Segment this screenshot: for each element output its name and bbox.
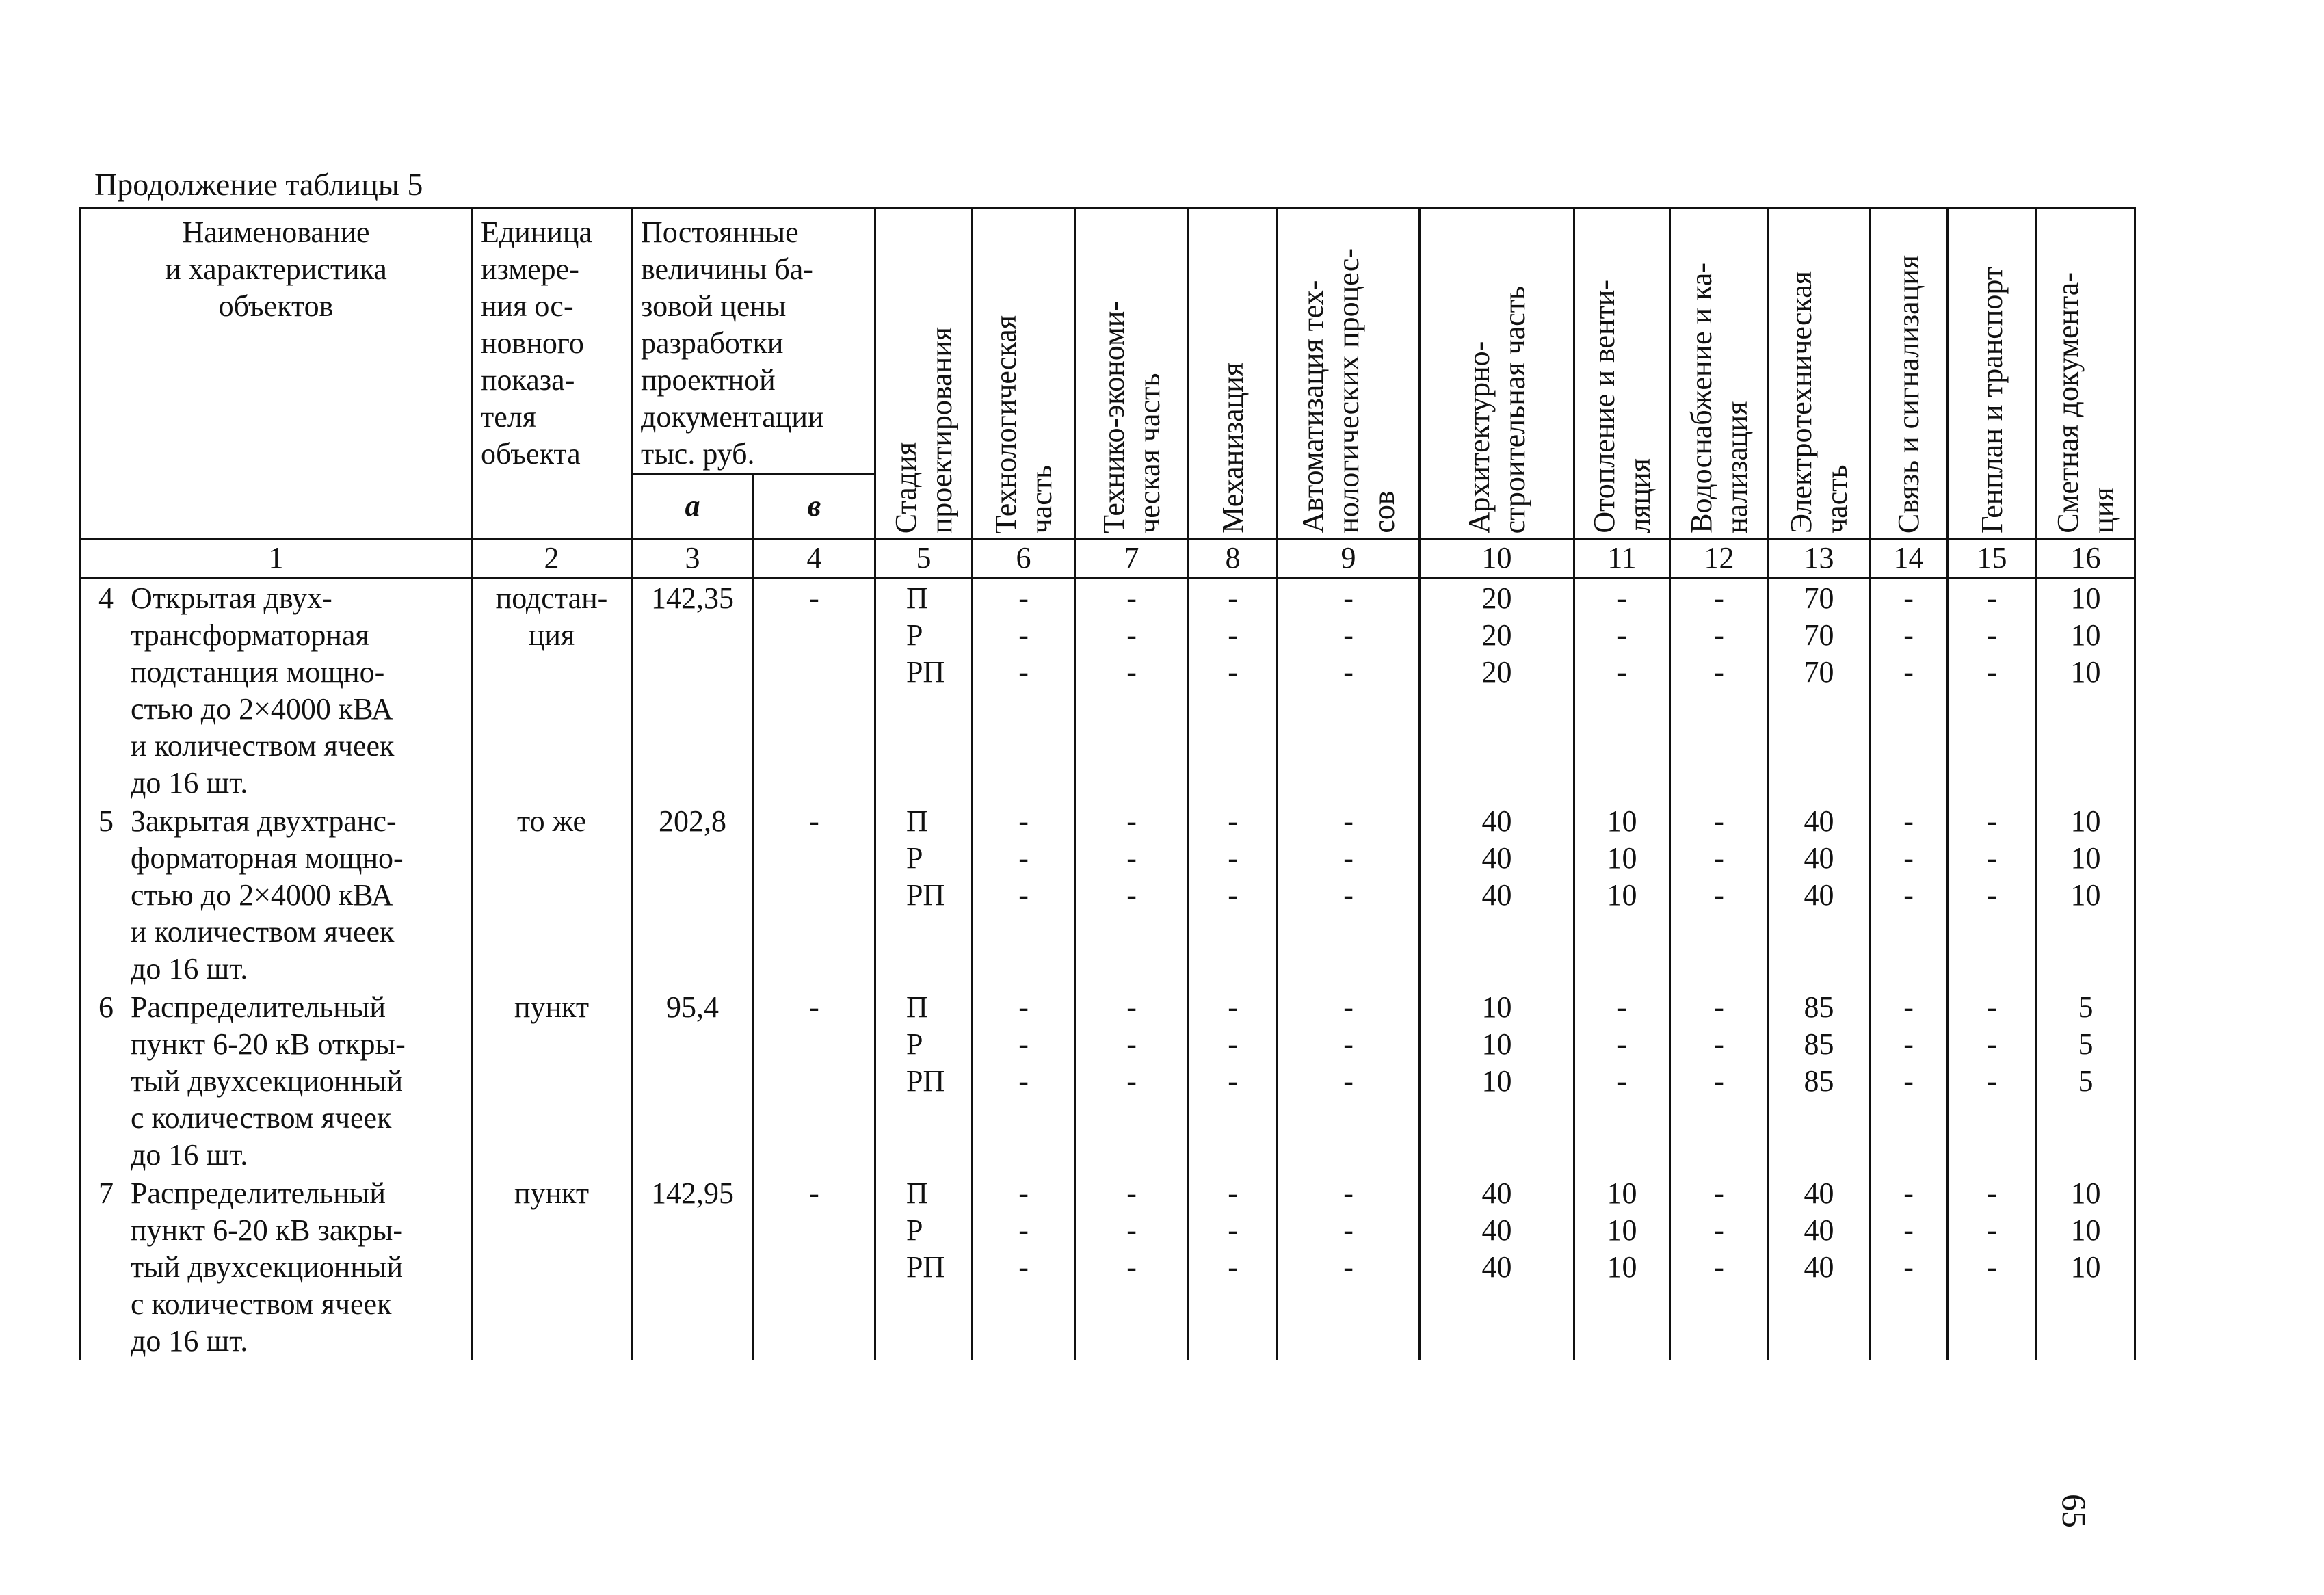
share-value: -: [1714, 1064, 1724, 1098]
object-title: Распределительный пункт 6-20 кВ закры- тый двухсекционный с количеством ячеек до 16 шт.: [131, 1176, 403, 1358]
share-value: -: [1714, 1027, 1724, 1061]
share-value: 10: [2070, 655, 2101, 689]
share-value: -: [1343, 804, 1354, 838]
share-value: 10: [2070, 804, 2101, 838]
share-value: 40: [1804, 804, 1834, 838]
share-value: -: [1228, 1064, 1238, 1098]
table-body: [81, 578, 2135, 1360]
header-comm: Связь и сигнализация: [1870, 208, 1948, 539]
share-value: -: [1714, 841, 1724, 875]
c16-cell: [2037, 802, 2135, 988]
header-mech: Механизация: [1189, 208, 1278, 539]
share-value: -: [1617, 990, 1627, 1024]
share-value: -: [1126, 1027, 1137, 1061]
stage-value: РП: [906, 655, 945, 689]
const-b-value: -: [809, 581, 819, 615]
stage-value: П: [906, 990, 928, 1024]
share-value: -: [1987, 1064, 1997, 1098]
share-value: -: [1903, 1213, 1914, 1247]
col-number: 11: [1574, 539, 1670, 578]
share-value: 40: [1481, 1250, 1512, 1284]
share-value: -: [1903, 990, 1914, 1024]
share-value: -: [1228, 1250, 1238, 1284]
share-value: 10: [2070, 878, 2101, 912]
col-number: 4: [754, 539, 875, 578]
share-value: -: [1018, 1250, 1029, 1284]
stage-cell: [875, 802, 973, 988]
share-value: 10: [1607, 1176, 1637, 1210]
c6-cell: [973, 802, 1075, 988]
c11-cell: [1574, 578, 1670, 802]
header-water: Водоснабжение и ка- нализация: [1670, 208, 1769, 539]
share-value: -: [1228, 990, 1238, 1024]
share-value: 20: [1481, 581, 1512, 615]
object-description: [81, 580, 471, 802]
share-value: 40: [1804, 1250, 1834, 1284]
c7-cell: [1075, 988, 1189, 1174]
share-value: -: [1343, 990, 1354, 1024]
object-cell: [81, 988, 472, 1174]
share-value: -: [1903, 804, 1914, 838]
table-row: [81, 988, 2135, 1174]
const-a-value: 202,8: [659, 804, 726, 838]
object-description: [81, 1175, 471, 1360]
share-value: -: [1714, 1250, 1724, 1284]
c8-cell: [1189, 802, 1278, 988]
c13-cell: [1769, 1174, 1870, 1360]
share-value: -: [1987, 1176, 1997, 1210]
col-number: 7: [1075, 539, 1189, 578]
c7-cell: [1075, 578, 1189, 802]
share-value: -: [1126, 618, 1137, 652]
const-a-cell: [632, 988, 754, 1174]
share-value: 40: [1481, 804, 1512, 838]
share-value: -: [1126, 841, 1137, 875]
share-value: 10: [2070, 618, 2101, 652]
c14-cell: [1870, 578, 1948, 802]
header-b: в: [754, 474, 875, 539]
c9-cell: [1278, 578, 1420, 802]
share-value: -: [1228, 804, 1238, 838]
c15-cell: [1948, 578, 2037, 802]
share-value: -: [1126, 1176, 1137, 1210]
col-number: 13: [1769, 539, 1870, 578]
c12-cell: [1670, 988, 1769, 1174]
c8-cell: [1189, 578, 1278, 802]
share-value: -: [1617, 581, 1627, 615]
share-value: -: [1343, 581, 1354, 615]
share-value: 10: [1607, 1213, 1637, 1247]
share-value: -: [1126, 878, 1137, 912]
c15-cell: [1948, 988, 2037, 1174]
share-value: -: [1903, 1027, 1914, 1061]
share-value: 40: [1481, 841, 1512, 875]
share-value: -: [1903, 1250, 1914, 1284]
object-cell: [81, 802, 472, 988]
col-number: 2: [472, 539, 632, 578]
share-value: 10: [1481, 1027, 1512, 1061]
header-stage: Стадия проектирования: [875, 208, 973, 539]
unit-cell: [472, 1174, 632, 1360]
row-number: 5: [98, 804, 114, 838]
share-value: -: [1987, 618, 1997, 652]
object-description: [81, 803, 471, 988]
c12-cell: [1670, 578, 1769, 802]
share-value: -: [1228, 878, 1238, 912]
c7-cell: [1075, 802, 1189, 988]
share-value: -: [1018, 1027, 1029, 1061]
share-value: -: [1018, 878, 1029, 912]
header-tech: Технологическая часть: [973, 208, 1075, 539]
share-value: -: [1343, 1213, 1354, 1247]
share-value: -: [1228, 1213, 1238, 1247]
share-value: -: [1987, 655, 1997, 689]
share-value: 40: [1804, 1213, 1834, 1247]
unit-cell: [472, 802, 632, 988]
share-value: -: [1987, 804, 1997, 838]
c10-cell: [1420, 1174, 1574, 1360]
share-value: -: [1126, 1064, 1137, 1098]
data-table: [79, 207, 2136, 1360]
share-value: -: [1228, 618, 1238, 652]
share-value: 5: [2078, 1027, 2094, 1061]
stage-cell: [875, 988, 973, 1174]
share-value: 10: [2070, 1213, 2101, 1247]
col-number: 14: [1870, 539, 1948, 578]
share-value: -: [1987, 990, 1997, 1024]
share-value: -: [1343, 655, 1354, 689]
share-value: -: [1018, 655, 1029, 689]
share-value: -: [1126, 1213, 1137, 1247]
object-title: Открытая двух- трансформаторная подстанция мощно- стью до 2×4000 кВА и количеством ячеек до 16 шт.: [131, 581, 395, 800]
share-value: -: [1714, 1213, 1724, 1247]
stage-value: Р: [906, 618, 923, 652]
share-value: -: [1228, 1027, 1238, 1061]
const-b-value: -: [809, 990, 819, 1024]
share-value: -: [1343, 1176, 1354, 1210]
stage-value: П: [906, 1176, 928, 1210]
c10-cell: [1420, 802, 1574, 988]
share-value: -: [1126, 804, 1137, 838]
c9-cell: [1278, 988, 1420, 1174]
share-value: -: [1617, 618, 1627, 652]
c16-cell: [2037, 988, 2135, 1174]
unit-cell: [472, 578, 632, 802]
share-value: -: [1018, 990, 1029, 1024]
table-row: [81, 1174, 2135, 1360]
share-value: 85: [1804, 1064, 1834, 1098]
col-number: 3: [632, 539, 754, 578]
row-number: 6: [98, 990, 114, 1024]
share-value: 40: [1804, 1176, 1834, 1210]
row-number: 7: [98, 1176, 114, 1210]
c6-cell: [973, 988, 1075, 1174]
share-value: -: [1903, 878, 1914, 912]
c13-cell: [1769, 578, 1870, 802]
share-value: -: [1228, 1176, 1238, 1210]
object-description: [81, 989, 471, 1174]
share-value: -: [1714, 618, 1724, 652]
c15-cell: [1948, 1174, 2037, 1360]
header-const: Постоянные величины ба- зовой цены разработки проектной документации тыс. руб.: [632, 208, 875, 474]
share-value: 5: [2078, 1064, 2094, 1098]
share-value: 10: [1481, 1064, 1512, 1098]
c9-cell: [1278, 802, 1420, 988]
stage-value: РП: [906, 878, 945, 912]
share-value: 20: [1481, 618, 1512, 652]
c8-cell: [1189, 988, 1278, 1174]
const-b-value: -: [809, 1176, 819, 1210]
share-value: -: [1714, 878, 1724, 912]
share-value: 10: [2070, 581, 2101, 615]
c16-cell: [2037, 578, 2135, 802]
c12-cell: [1670, 1174, 1769, 1360]
share-value: -: [1714, 581, 1724, 615]
const-a-value: 95,4: [666, 990, 719, 1024]
share-value: -: [1126, 990, 1137, 1024]
header-arch: Архитектурно- строительная часть: [1420, 208, 1574, 539]
share-value: 70: [1804, 655, 1834, 689]
unit-value: пункт: [514, 990, 590, 1024]
share-value: -: [1343, 878, 1354, 912]
share-value: 70: [1804, 581, 1834, 615]
c13-cell: [1769, 988, 1870, 1174]
share-value: -: [1987, 878, 1997, 912]
share-value: -: [1987, 841, 1997, 875]
page-number: 65: [2055, 1494, 2094, 1528]
unit-cell: [472, 988, 632, 1174]
c11-cell: [1574, 988, 1670, 1174]
col-number: 15: [1948, 539, 2037, 578]
stage-value: Р: [906, 1027, 923, 1061]
share-value: 10: [2070, 1176, 2101, 1210]
header-estimate: Сметная документа- ция: [2037, 208, 2135, 539]
share-value: 40: [1481, 1176, 1512, 1210]
share-value: -: [1018, 1176, 1029, 1210]
share-value: 40: [1481, 1213, 1512, 1247]
header-auto: Автоматизация тех- нологических процес- сов: [1278, 208, 1420, 539]
share-value: -: [1903, 655, 1914, 689]
share-value: -: [1126, 581, 1137, 615]
share-value: -: [1903, 1176, 1914, 1210]
c12-cell: [1670, 802, 1769, 988]
const-b-cell: [754, 1174, 875, 1360]
header-econ: Технико-экономи- ческая часть: [1075, 208, 1189, 539]
c9-cell: [1278, 1174, 1420, 1360]
header-electro: Электротехническая часть: [1769, 208, 1870, 539]
object-title: Закрытая двухтранс- форматорная мощно- стью до 2×4000 кВА и количеством ячеек до 16 шт.: [131, 804, 404, 986]
col-number: 16: [2037, 539, 2135, 578]
share-value: -: [1343, 618, 1354, 652]
share-value: -: [1018, 618, 1029, 652]
share-value: -: [1228, 655, 1238, 689]
stage-value: П: [906, 804, 928, 838]
share-value: -: [1903, 618, 1914, 652]
table-caption: Продолжение таблицы 5: [94, 167, 423, 202]
share-value: -: [1714, 990, 1724, 1024]
const-b-value: -: [809, 804, 819, 838]
share-value: 5: [2078, 990, 2094, 1024]
share-value: -: [1617, 1064, 1627, 1098]
header-heat: Отопление и венти- ляция: [1574, 208, 1670, 539]
header-a: а: [632, 474, 754, 539]
c14-cell: [1870, 988, 1948, 1174]
share-value: -: [1617, 1027, 1627, 1061]
share-value: -: [1126, 1250, 1137, 1284]
share-value: -: [1714, 1176, 1724, 1210]
share-value: -: [1126, 655, 1137, 689]
c16-cell: [2037, 1174, 2135, 1360]
const-a-cell: [632, 1174, 754, 1360]
share-value: -: [1714, 804, 1724, 838]
share-value: -: [1343, 1064, 1354, 1098]
share-value: -: [1343, 1027, 1354, 1061]
header-name: Наименование и характеристика объектов: [81, 208, 472, 539]
share-value: -: [1987, 1250, 1997, 1284]
stage-value: РП: [906, 1064, 945, 1098]
share-value: 70: [1804, 618, 1834, 652]
row-number: 4: [98, 581, 114, 615]
share-value: -: [1987, 1027, 1997, 1061]
share-value: -: [1903, 581, 1914, 615]
c6-cell: [973, 578, 1075, 802]
object-cell: [81, 1174, 472, 1360]
share-value: 10: [1607, 878, 1637, 912]
share-value: -: [1714, 655, 1724, 689]
stage-value: РП: [906, 1250, 945, 1284]
c13-cell: [1769, 802, 1870, 988]
header-unit: Единица измере- ния ос- новного показа- теля объекта: [472, 208, 632, 539]
share-value: -: [1018, 841, 1029, 875]
c11-cell: [1574, 802, 1670, 988]
share-value: 10: [2070, 841, 2101, 875]
c15-cell: [1948, 802, 2037, 988]
table-row: [81, 578, 2135, 802]
share-value: 10: [2070, 1250, 2101, 1284]
stage-value: П: [906, 581, 928, 615]
c8-cell: [1189, 1174, 1278, 1360]
const-a-cell: [632, 802, 754, 988]
share-value: 85: [1804, 1027, 1834, 1061]
c14-cell: [1870, 1174, 1948, 1360]
const-a-value: 142,35: [651, 581, 734, 615]
const-b-cell: [754, 988, 875, 1174]
col-number: 10: [1420, 539, 1574, 578]
share-value: -: [1903, 841, 1914, 875]
stage-cell: [875, 1174, 973, 1360]
share-value: 10: [1607, 804, 1637, 838]
share-value: 10: [1481, 990, 1512, 1024]
share-value: 40: [1804, 841, 1834, 875]
header-genplan: Генплан и транспорт: [1948, 208, 2037, 539]
share-value: 20: [1481, 655, 1512, 689]
share-value: -: [1987, 1213, 1997, 1247]
const-a-cell: [632, 578, 754, 802]
share-value: -: [1617, 655, 1627, 689]
share-value: -: [1018, 804, 1029, 838]
stage-cell: [875, 578, 973, 802]
share-value: 10: [1607, 841, 1637, 875]
c10-cell: [1420, 988, 1574, 1174]
share-value: -: [1343, 841, 1354, 875]
share-value: 10: [1607, 1250, 1637, 1284]
unit-value: то же: [517, 804, 586, 838]
c7-cell: [1075, 1174, 1189, 1360]
object-title: Распределительный пункт 6-20 кВ откры- тый двухсекционный с количеством ячеек до 16 шт.: [131, 990, 406, 1172]
share-value: 40: [1804, 878, 1834, 912]
share-value: -: [1903, 1064, 1914, 1098]
col-number: 9: [1278, 539, 1420, 578]
table-row: [81, 802, 2135, 988]
share-value: -: [1987, 581, 1997, 615]
col-number: 6: [973, 539, 1075, 578]
unit-value: подстан- ция: [495, 581, 608, 652]
share-value: 85: [1804, 990, 1834, 1024]
c10-cell: [1420, 578, 1574, 802]
col-number: 12: [1670, 539, 1769, 578]
unit-value: пункт: [514, 1176, 590, 1210]
stage-value: Р: [906, 841, 923, 875]
c11-cell: [1574, 1174, 1670, 1360]
share-value: 40: [1481, 878, 1512, 912]
const-b-cell: [754, 578, 875, 802]
share-value: -: [1343, 1250, 1354, 1284]
c14-cell: [1870, 802, 1948, 988]
stage-value: Р: [906, 1213, 923, 1247]
object-cell: [81, 578, 472, 802]
share-value: -: [1018, 581, 1029, 615]
share-value: -: [1228, 581, 1238, 615]
const-a-value: 142,95: [651, 1176, 734, 1210]
col-number: 8: [1189, 539, 1278, 578]
share-value: -: [1228, 841, 1238, 875]
col-number: 5: [875, 539, 973, 578]
share-value: -: [1018, 1213, 1029, 1247]
const-b-cell: [754, 802, 875, 988]
share-value: -: [1018, 1064, 1029, 1098]
c6-cell: [973, 1174, 1075, 1360]
col-number: 1: [81, 539, 472, 578]
